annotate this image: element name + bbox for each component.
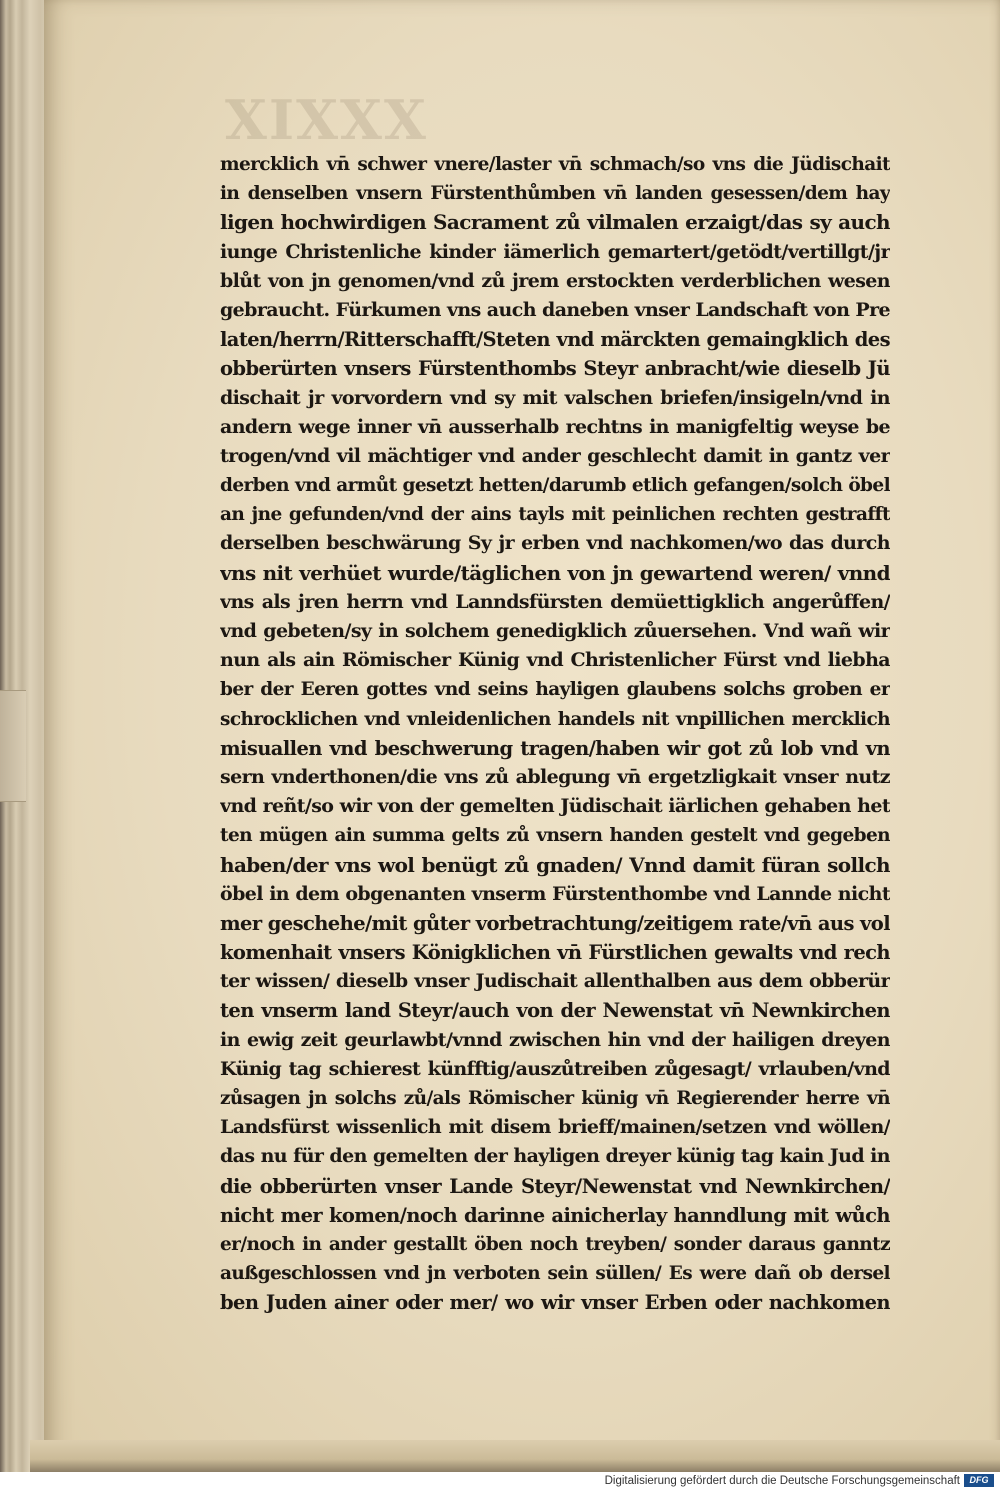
text-line: komenhait vnsers Königklichen vn̄ Fürstlichen gewalts vnd rech <box>220 941 890 965</box>
text-line: sern vnderthonen/die vns zů ablegung vn̄ ergetzligkait vnser nutz <box>220 765 890 788</box>
body-text-block <box>220 150 890 1318</box>
folio-number: XIXXX <box>225 88 428 152</box>
text-line: mer geschehe/mit gůter vorbetrachtung/zeitigem rate/vn̄ aus vol <box>220 911 890 935</box>
text-line: in denselben vnsern Fürstenthůmben vn̄ landen gesessen/dem hay <box>220 183 890 205</box>
text-line: mercklich vn̄ schwer vnere/laster vn̄ schmach/so vns die Jüdischait <box>220 154 890 175</box>
text-line: ten mügen ain summa gelts zů vnsern handen gestelt vnd gegeben <box>220 825 890 847</box>
text-line: die obberürten vnser Lande Steyr/Newenstat vnd Newnkirchen/ <box>220 1174 890 1198</box>
text-line: andern wege inner vn̄ ausserhalb rechtns in manigfeltig weyse be <box>220 415 890 438</box>
page-bottom-edge <box>30 1440 1000 1472</box>
text-line: derben vnd armůt gesetzt hetten/darumb etlich gefangen/solch öbel <box>220 475 890 497</box>
text-line: misuallen vnd beschwerung tragen/haben wir got zů lob vnd vn <box>220 736 890 760</box>
text-line: öbel in dem obgenanten vnserm Fürstenthombe vnd Lannde nicht <box>220 882 890 905</box>
text-line: Landsfürst wissenlich mit disem brieff/mainen/setzen vnd wöllen/ <box>220 1116 890 1139</box>
dfg-logo: DFG <box>964 1474 994 1487</box>
text-line: schrocklichen vnd vnleidenlichen handels nit vnpillichen mercklich <box>220 708 890 730</box>
text-line: vnd reñt/so wir von der gemelten Jüdischait iärlichen gehaben het <box>220 795 890 818</box>
text-line: gebraucht. Fürkumen vns auch daneben vnser Landschaft von Pre <box>220 298 890 321</box>
text-line: in ewig zeit geurlawbt/vnnd zwischen hin vnd der hailigen dreyen <box>220 1028 890 1051</box>
text-line: trogen/vnd vil mächtiger vnd ander geschlecht damit in gantz ver <box>220 444 890 467</box>
text-line: nicht mer komen/noch darinne ainicherlay hanndlung mit wůch <box>220 1203 890 1227</box>
text-line: das nu für den gemelten der hayligen dreyer künig tag kain Jud in <box>220 1145 890 1168</box>
text-line: ter wissen/ dieselb vnser Judischait allenthalben aus dem obberür <box>220 970 890 993</box>
text-line: iunge Christenliche kinder iämerlich gemartert/getödt/vertillgt/jr <box>220 240 890 263</box>
text-line: obberürten vnsers Fürstenthombs Steyr anbracht/wie dieselb Jü <box>220 357 890 381</box>
text-line: vns als jren herrn vnd Lanndsfürsten demüettigklich angerůffen/ <box>220 590 890 613</box>
text-line: nun als ain Römischer Künig vnd Christenlicher Fürst vnd liebha <box>220 649 890 672</box>
text-line: dischait jr vorvordern vnd sy mit valschen briefen/insigeln/vnd in <box>220 386 890 409</box>
page-tab-marker <box>0 690 26 802</box>
text-line: ben Juden ainer oder mer/ wo wir vnser Erben oder nachkomen <box>220 1291 890 1315</box>
text-line: blůt von jn genomen/vnd zů jrem erstockten verderblichen wesen <box>220 269 890 292</box>
text-line: ten vnserm land Steyr/auch von der Newenstat vn̄ Newnkirchen <box>220 999 890 1023</box>
text-line: derselben beschwärung Sy jr erben vnd nachkomen/wo das durch <box>220 532 890 555</box>
text-line: vns nit verhüet wurde/täglichen von jn gewartend weren/ vnnd <box>220 560 890 585</box>
text-line: Künig tag schierest künfftig/auszůtreiben zůgesagt/ vrlauben/vnd <box>220 1057 890 1080</box>
text-line: haben/der vns wol benügt zů gnaden/ Vnnd damit füran sollch <box>220 852 890 877</box>
text-line: zůsagen jn solchs zů/als Römischer künig vn̄ Regierender herre vn̄ <box>220 1088 890 1109</box>
text-line: vnd gebeten/sy in solchem genedigklich zůuersehen. Vnd wañ wir <box>220 620 890 642</box>
footer-bar <box>0 1472 1000 1490</box>
text-line: ligen hochwirdigen Sacrament zů vilmalen erzaigt/das sy auch <box>220 210 890 235</box>
funding-credit: Digitalisierung gefördert durch die Deutsche Forschungsgemeinschaft <box>604 1475 960 1487</box>
text-line: er/noch in ander gestallt öben noch treyben/ sonder daraus ganntz <box>220 1233 890 1255</box>
text-line: ber der Eeren gottes vnd seins hayligen glaubens solchs groben er <box>220 679 890 701</box>
text-line: außgeschlossen vnd jn verboten sein süllen/ Es were dañ ob dersel <box>220 1263 890 1285</box>
text-line: laten/herrn/Ritterschafft/Steten vnd märckten gemaingklich des <box>220 328 890 352</box>
text-line: an jne gefunden/vnd der ains tayls mit peinlichen rechten gestrafft <box>220 504 890 526</box>
